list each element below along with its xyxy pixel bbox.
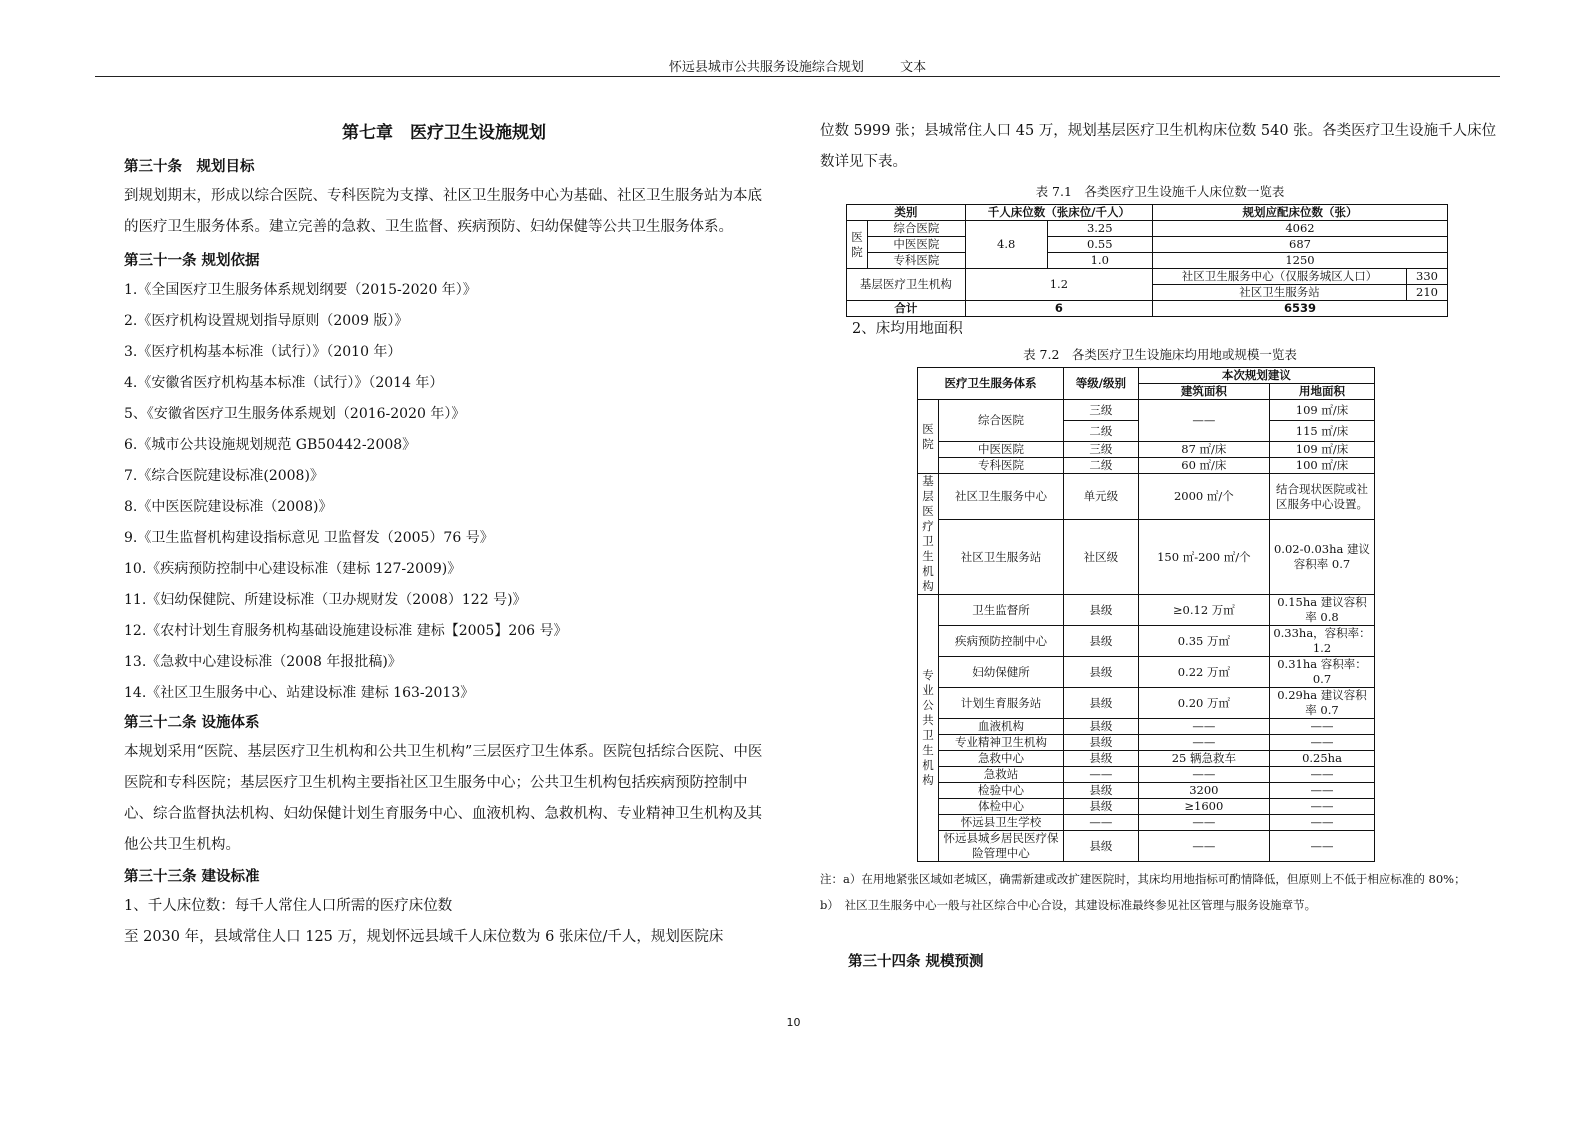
reference-item: 9.《卫生监督机构建设指标意见 卫监督发（2005）76 号》 bbox=[124, 530, 494, 546]
t72-cell: 25 辆急救车 bbox=[1138, 751, 1269, 767]
t72-cell: 急救站 bbox=[939, 767, 1064, 783]
t71-total-rate: 6 bbox=[965, 301, 1152, 317]
t72-cell: ≥1600 bbox=[1138, 799, 1269, 815]
t72-cell: 单元级 bbox=[1064, 474, 1139, 520]
t71-cell: 专科医院 bbox=[868, 253, 966, 269]
t72-cell: ≥0.12 万㎡ bbox=[1138, 595, 1269, 626]
t72-cell: 0.20 万㎡ bbox=[1138, 688, 1269, 719]
t72-cell: —— bbox=[1138, 767, 1269, 783]
article-30-title: 第三十条 规划目标 bbox=[124, 159, 255, 175]
t72-cell: 县级 bbox=[1064, 735, 1139, 751]
t72-cell: 60 ㎡/床 bbox=[1138, 458, 1269, 474]
t72-cell: 3200 bbox=[1138, 783, 1269, 799]
t72-cell: 0.15ha 建议容积率 0.8 bbox=[1270, 595, 1375, 626]
t71-basic-name: 基层医疗卫生机构 bbox=[847, 269, 966, 301]
reference-item: 13.《急救中心建设标准（2008 年报批稿)》 bbox=[124, 654, 402, 670]
t71-cell: 综合医院 bbox=[868, 221, 966, 237]
t72-cell: 县级 bbox=[1064, 831, 1139, 862]
header-title: 怀远县城市公共服务设施综合规划 bbox=[668, 60, 864, 75]
reference-item: 10.《疾病预防控制中心建设标准（建标 127-2009)》 bbox=[124, 561, 462, 577]
article-31-title: 第三十一条 规划依据 bbox=[124, 253, 260, 269]
article-33-text2: 位数 5999 张；县城常住人口 45 万，规划基层医疗卫生机构床位数 540 张。各类医疗卫生设施千人床位数详见下表。 bbox=[820, 123, 1497, 170]
t72-cell: 县级 bbox=[1064, 799, 1139, 815]
t72-cell: —— bbox=[1138, 815, 1269, 831]
t72-cell: 社区级 bbox=[1064, 520, 1139, 595]
t72-cell: 87 ㎡/床 bbox=[1138, 442, 1269, 458]
t72-cell: 综合医院 bbox=[939, 400, 1064, 442]
note-a: 注：a）在用地紧张区域如老城区，确需新建或改扩建医院时，其床均用地指标可酌情降低，但原则上不低于相应标准的 80%； bbox=[820, 872, 1466, 886]
t72-cell: 0.33ha，容积率：1.2 bbox=[1270, 626, 1375, 657]
article-33-title: 第三十三条 建设标准 bbox=[124, 869, 260, 885]
article-33-sub2: 2、床均用地面积 bbox=[852, 321, 963, 337]
t71-hospital-total: 4.8 bbox=[965, 221, 1047, 269]
t72-header-land: 用地面积 bbox=[1270, 384, 1375, 400]
t72-cell: 怀远县城乡居民医疗保险管理中心 bbox=[939, 831, 1064, 862]
t72-cell: 0.22 万㎡ bbox=[1138, 657, 1269, 688]
t72-cell: 专业精神卫生机构 bbox=[939, 735, 1064, 751]
t72-cell: 县级 bbox=[1064, 719, 1139, 735]
t72-cell: 0.25ha bbox=[1270, 751, 1375, 767]
t72-cell: 县级 bbox=[1064, 783, 1139, 799]
t72-cell: 急救中心 bbox=[939, 751, 1064, 767]
t72-cell: 结合现状医院或社区服务中心设置。 bbox=[1270, 474, 1375, 520]
t71-header-beds: 规划应配床位数（张） bbox=[1152, 205, 1447, 221]
page-header bbox=[95, 56, 1500, 75]
reference-item: 11.《妇幼保健院、所建设标准（卫办规财发（2008）122 号)》 bbox=[124, 592, 527, 608]
t72-cell: 县级 bbox=[1064, 688, 1139, 719]
reference-item: 3.《医疗机构基本标准（试行）》（2010 年） bbox=[124, 344, 402, 360]
t72-cell: 0.31ha 容积率：0.7 bbox=[1270, 657, 1375, 688]
t72-cell: —— bbox=[1270, 767, 1375, 783]
t72-cell: 2000 ㎡/个 bbox=[1138, 474, 1269, 520]
t72-cell: 115 ㎡/床 bbox=[1270, 421, 1375, 442]
table-7-2-caption: 表 7.2 各类医疗卫生设施床均用地或规模一览表 bbox=[1023, 347, 1297, 362]
right-column bbox=[820, 116, 1500, 976]
table-7-2 bbox=[917, 367, 1375, 862]
t72-cell: —— bbox=[1270, 735, 1375, 751]
t72-cell: 社区卫生服务站 bbox=[939, 520, 1064, 595]
reference-item: 7.《综合医院建设标准(2008)》 bbox=[124, 468, 324, 484]
t72-group-basic: 基层医疗卫生机构 bbox=[918, 474, 939, 595]
chapter-title: 第七章 医疗卫生设施规划 bbox=[342, 123, 546, 143]
reference-item: 8.《中医医院建设标准（2008)》 bbox=[124, 499, 333, 515]
t72-cell: 社区卫生服务中心 bbox=[939, 474, 1064, 520]
t71-cell: 中医医院 bbox=[868, 237, 966, 253]
left-column bbox=[124, 116, 764, 953]
t71-cell: 3.25 bbox=[1047, 221, 1152, 237]
t72-header-level: 等级/级别 bbox=[1064, 368, 1139, 400]
t71-cell: 210 bbox=[1407, 285, 1448, 301]
article-33-sub1: 1、千人床位数：每千人常住人口所需的医疗床位数 bbox=[124, 898, 453, 914]
t72-cell: 卫生监督所 bbox=[939, 595, 1064, 626]
t72-cell: 计划生育服务站 bbox=[939, 688, 1064, 719]
table-7-1-caption: 表 7.1 各类医疗卫生设施千人床位数一览表 bbox=[1035, 184, 1285, 199]
t72-cell: —— bbox=[1138, 735, 1269, 751]
t71-header-rate: 千人床位数（张床位/千人） bbox=[965, 205, 1152, 221]
t72-header-system: 医疗卫生服务体系 bbox=[918, 368, 1064, 400]
t72-header-plan: 本次规划建议 bbox=[1138, 368, 1374, 384]
reference-item: 5、《安徽省医疗卫生服务体系规划（2016-2020 年）》 bbox=[124, 406, 466, 422]
t71-header-category: 类别 bbox=[847, 205, 966, 221]
t72-cell: —— bbox=[1138, 719, 1269, 735]
t72-cell: 检验中心 bbox=[939, 783, 1064, 799]
t72-cell: —— bbox=[1138, 400, 1269, 442]
t72-cell: —— bbox=[1270, 815, 1375, 831]
t72-cell: 中医医院 bbox=[939, 442, 1064, 458]
reference-item: 12.《农村计划生育服务机构基础设施建设标准 建标【2005】206 号》 bbox=[124, 623, 568, 639]
t72-group-public: 专业公共卫生机构 bbox=[918, 595, 939, 862]
t71-group-hospital: 医院 bbox=[847, 221, 868, 269]
t72-cell: 0.35 万㎡ bbox=[1138, 626, 1269, 657]
t72-cell: 血液机构 bbox=[939, 719, 1064, 735]
t71-total-beds: 6539 bbox=[1152, 301, 1447, 317]
article-32-title: 第三十二条 设施体系 bbox=[124, 715, 260, 731]
t71-cell: 687 bbox=[1152, 237, 1447, 253]
t72-cell: —— bbox=[1064, 767, 1139, 783]
t72-cell: 109 ㎡/床 bbox=[1270, 400, 1375, 421]
t72-cell: 150 ㎡-200 ㎡/个 bbox=[1138, 520, 1269, 595]
t72-cell: 县级 bbox=[1064, 595, 1139, 626]
t72-cell: 0.29ha 建议容积率 0.7 bbox=[1270, 688, 1375, 719]
t72-cell: 专科医院 bbox=[939, 458, 1064, 474]
t72-cell: 100 ㎡/床 bbox=[1270, 458, 1375, 474]
t71-cell: 1.0 bbox=[1047, 253, 1152, 269]
t72-cell: 0.02-0.03ha 建议容积率 0.7 bbox=[1270, 520, 1375, 595]
reference-list bbox=[124, 275, 764, 709]
t72-cell: 怀远县卫生学校 bbox=[939, 815, 1064, 831]
t71-total-label: 合计 bbox=[847, 301, 966, 317]
t71-cell: 4062 bbox=[1152, 221, 1447, 237]
t72-cell: 三级 bbox=[1064, 442, 1139, 458]
reference-item: 1.《全国医疗卫生服务体系规划纲要（2015-2020 年）》 bbox=[124, 282, 477, 298]
t72-cell: —— bbox=[1270, 783, 1375, 799]
t72-group-hospital: 医院 bbox=[918, 400, 939, 474]
header-doc-type: 文本 bbox=[900, 60, 927, 75]
t72-cell: 109 ㎡/床 bbox=[1270, 442, 1375, 458]
note-b: b） 社区卫生服务中心一般与社区综合中心合设，其建设标准最终参见社区管理与服务设施章节。 bbox=[820, 898, 1317, 912]
page-number: 10 bbox=[786, 1016, 801, 1029]
t71-cell: 1250 bbox=[1152, 253, 1447, 269]
t72-cell: —— bbox=[1270, 799, 1375, 815]
t71-cell: 社区卫生服务中心（仅服务城区人口） bbox=[1152, 269, 1406, 285]
reference-item: 2.《医疗机构设置规划指导原则（2009 版）》 bbox=[124, 313, 409, 329]
article-33-text1: 至 2030 年，县域常住人口 125 万，规划怀远县域千人床位数为 6 张床位/千人，规划医院床 bbox=[124, 929, 724, 945]
t72-cell: 疾病预防控制中心 bbox=[939, 626, 1064, 657]
t72-cell: —— bbox=[1270, 719, 1375, 735]
t72-cell: 二级 bbox=[1064, 421, 1139, 442]
t71-basic-rate: 1.2 bbox=[965, 269, 1152, 301]
article-34-title: 第三十四条 规模预测 bbox=[848, 954, 984, 970]
t71-cell: 0.55 bbox=[1047, 237, 1152, 253]
header-rule bbox=[95, 76, 1500, 77]
article-32-text: 本规划采用“医院、基层医疗卫生机构和公共卫生机构”三层医疗卫生体系。医院包括综合医院、中医医院和专科医院；基层医疗卫生机构主要指社区卫生服务中心；公共卫生机构包括疾病预防控制中心、综合监督执法机构、妇幼保健计划生育服务中心、血液机构、急救机构、专业精神卫生机构及其他公共卫生机构。 bbox=[124, 744, 763, 853]
reference-item: 6.《城市公共设施规划规范 GB50442-2008》 bbox=[124, 437, 417, 453]
t71-cell: 330 bbox=[1407, 269, 1448, 285]
article-30-text: 到规划期末，形成以综合医院、专科医院为支撑、社区卫生服务中心为基础、社区卫生服务站为本底的医疗卫生服务体系。建立完善的急救、卫生监督、疾病预防、妇幼保健等公共卫生服务体系。 bbox=[124, 188, 762, 235]
t72-cell: 县级 bbox=[1064, 751, 1139, 767]
reference-item: 14.《社区卫生服务中心、站建设标准 建标 163-2013》 bbox=[124, 685, 475, 701]
t72-cell: —— bbox=[1064, 815, 1139, 831]
reference-item: 4.《安徽省医疗机构基本标准（试行）》（2014 年） bbox=[124, 375, 444, 391]
t72-cell: 妇幼保健所 bbox=[939, 657, 1064, 688]
t72-cell: 县级 bbox=[1064, 657, 1139, 688]
t72-cell: —— bbox=[1270, 831, 1375, 862]
t71-cell: 社区卫生服务站 bbox=[1152, 285, 1406, 301]
t72-cell: 体检中心 bbox=[939, 799, 1064, 815]
t72-cell: 县级 bbox=[1064, 626, 1139, 657]
t72-header-build: 建筑面积 bbox=[1138, 384, 1269, 400]
t72-cell: —— bbox=[1138, 831, 1269, 862]
t72-cell: 二级 bbox=[1064, 458, 1139, 474]
table-7-1 bbox=[846, 204, 1448, 317]
t72-cell: 三级 bbox=[1064, 400, 1139, 421]
